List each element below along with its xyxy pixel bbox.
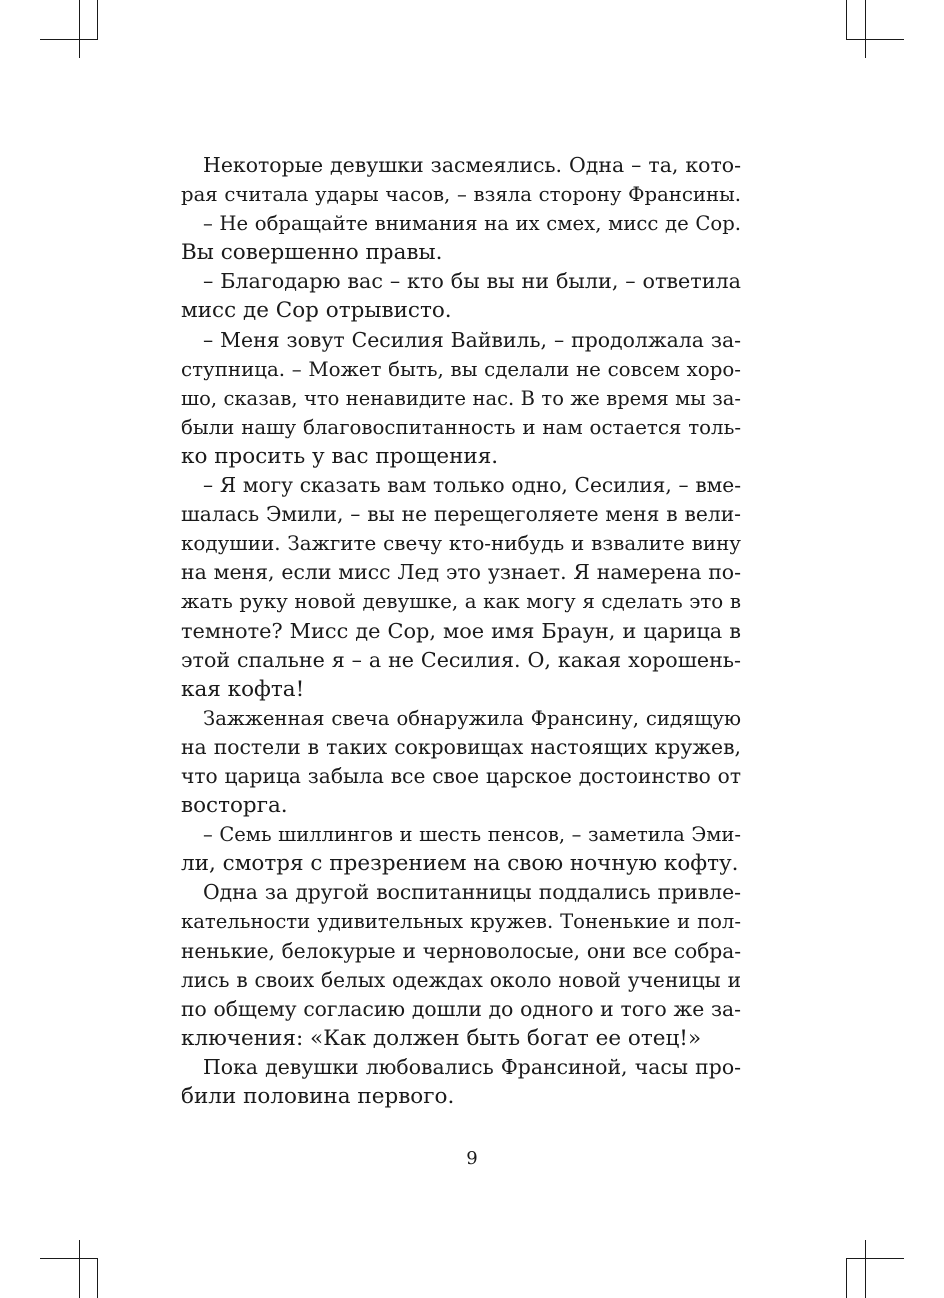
- text-line: [181, 733, 741, 762]
- text-line: [181, 529, 741, 558]
- text-line: [181, 762, 741, 791]
- text-line: [181, 238, 741, 267]
- text-line: [181, 326, 741, 355]
- text-line-content: ключения: «Как должен быть богат ее отец!»: [181, 1025, 702, 1051]
- text-line: [181, 937, 741, 966]
- text-line-content: ненькие, белокурые и черноволосые, они все собра-: [181, 938, 741, 963]
- text-line: [181, 995, 741, 1024]
- text-line: [181, 675, 741, 704]
- text-line-content: на постели в таких сокровищах настоящих кружев,: [181, 734, 741, 759]
- text-line: [181, 1082, 741, 1111]
- text-line: [181, 151, 741, 180]
- text-line-content: этой спальне я – а не Сесилия. О, какая хорошень-: [181, 647, 741, 672]
- text-line-content: темноте? Мисс де Сор, мое имя Браун, и царица в: [181, 618, 741, 643]
- text-line-content: ли, смотря с презрением на свою ночную кофту.: [181, 851, 739, 877]
- text-line: [181, 646, 741, 675]
- text-line: [181, 384, 741, 413]
- text-line-content: на меня, если мисс Лед это узнает. Я намерена по-: [181, 560, 741, 585]
- text-line-content: – Не обращайте внимания на их смех, мисс де Сор.: [203, 212, 741, 236]
- text-line: [181, 413, 741, 442]
- text-line: [181, 791, 741, 820]
- text-line-content: восторга.: [181, 793, 288, 819]
- page-number: 9: [466, 1148, 478, 1169]
- text-line-content: мисс де Сор отрывисто.: [181, 298, 452, 324]
- text-line: [181, 267, 741, 296]
- body-text: [181, 151, 741, 1111]
- text-line-content: – Семь шиллингов и шесть пенсов, – заметила Эми-: [203, 823, 741, 847]
- text-line: [181, 587, 741, 616]
- text-line-content: кательности удивительных кружев. Тоненькие и пол-: [181, 910, 741, 934]
- text-line-content: Зажженная свеча обнаружила Франсину, сидящую: [203, 706, 741, 730]
- text-line: [181, 617, 741, 646]
- text-line-content: ступница. – Может быть, вы сделали не совсем хоро-: [181, 357, 741, 381]
- text-line-content: шалась Эмили, – вы не перещеголяете меня в вели-: [181, 502, 741, 527]
- text-line: [181, 820, 741, 849]
- text-line-content: рая считала удары часов, – взяла сторону Франсины.: [181, 183, 741, 207]
- text-line-content: ко просить у вас прощения.: [181, 443, 499, 469]
- text-line: [181, 558, 741, 587]
- text-line-content: кодушии. Зажгите свечу кто-нибудь и взвалите вину: [181, 532, 741, 556]
- text-line: [181, 849, 741, 878]
- text-line-content: – Я могу сказать вам только одно, Сесилия, – вме-: [203, 473, 741, 498]
- text-line: [181, 500, 741, 529]
- text-line-content: что царица забыла все свое царское достоинство от: [181, 763, 741, 788]
- text-line: [181, 471, 741, 500]
- text-line-content: Одна за другой воспитанницы поддались привле-: [203, 880, 741, 905]
- text-line: [181, 966, 741, 995]
- text-line-content: кая кофта!: [181, 676, 305, 702]
- text-line: [181, 704, 741, 733]
- text-line: [181, 180, 741, 209]
- text-line: [181, 296, 741, 325]
- text-line-content: – Меня зовут Сесилия Вайвиль, – продолжала за-: [203, 327, 741, 352]
- text-line: [181, 1024, 741, 1053]
- text-line-content: били половина первого.: [181, 1084, 455, 1109]
- text-line-content: – Благодарю вас – кто бы вы ни были, – ответила: [203, 269, 741, 294]
- text-line: [181, 1053, 741, 1082]
- text-line-content: шо, сказав, что ненавидите нас. В то же время мы за-: [181, 386, 741, 410]
- text-line-content: были нашу благовоспитанность и нам остается толь-: [181, 415, 741, 439]
- text-line: [181, 907, 741, 936]
- text-line-content: Пока девушки любовались Франсиной, часы про-: [203, 1054, 741, 1079]
- text-line-content: Вы совершенно правы.: [181, 240, 443, 266]
- text-line-content: лись в своих белых одеждах около новой ученицы и: [181, 967, 741, 992]
- text-line: [181, 355, 741, 384]
- text-line: [181, 209, 741, 238]
- text-line-content: жать руку новой девушке, а как могу я сделать это в: [181, 590, 741, 614]
- text-line-content: по общему согласию дошли до одного и того же за-: [181, 996, 741, 1021]
- text-line-content: Некоторые девушки засмеялись. Одна – та, кото-: [203, 153, 741, 177]
- text-line: [181, 878, 741, 907]
- text-line: [181, 442, 741, 471]
